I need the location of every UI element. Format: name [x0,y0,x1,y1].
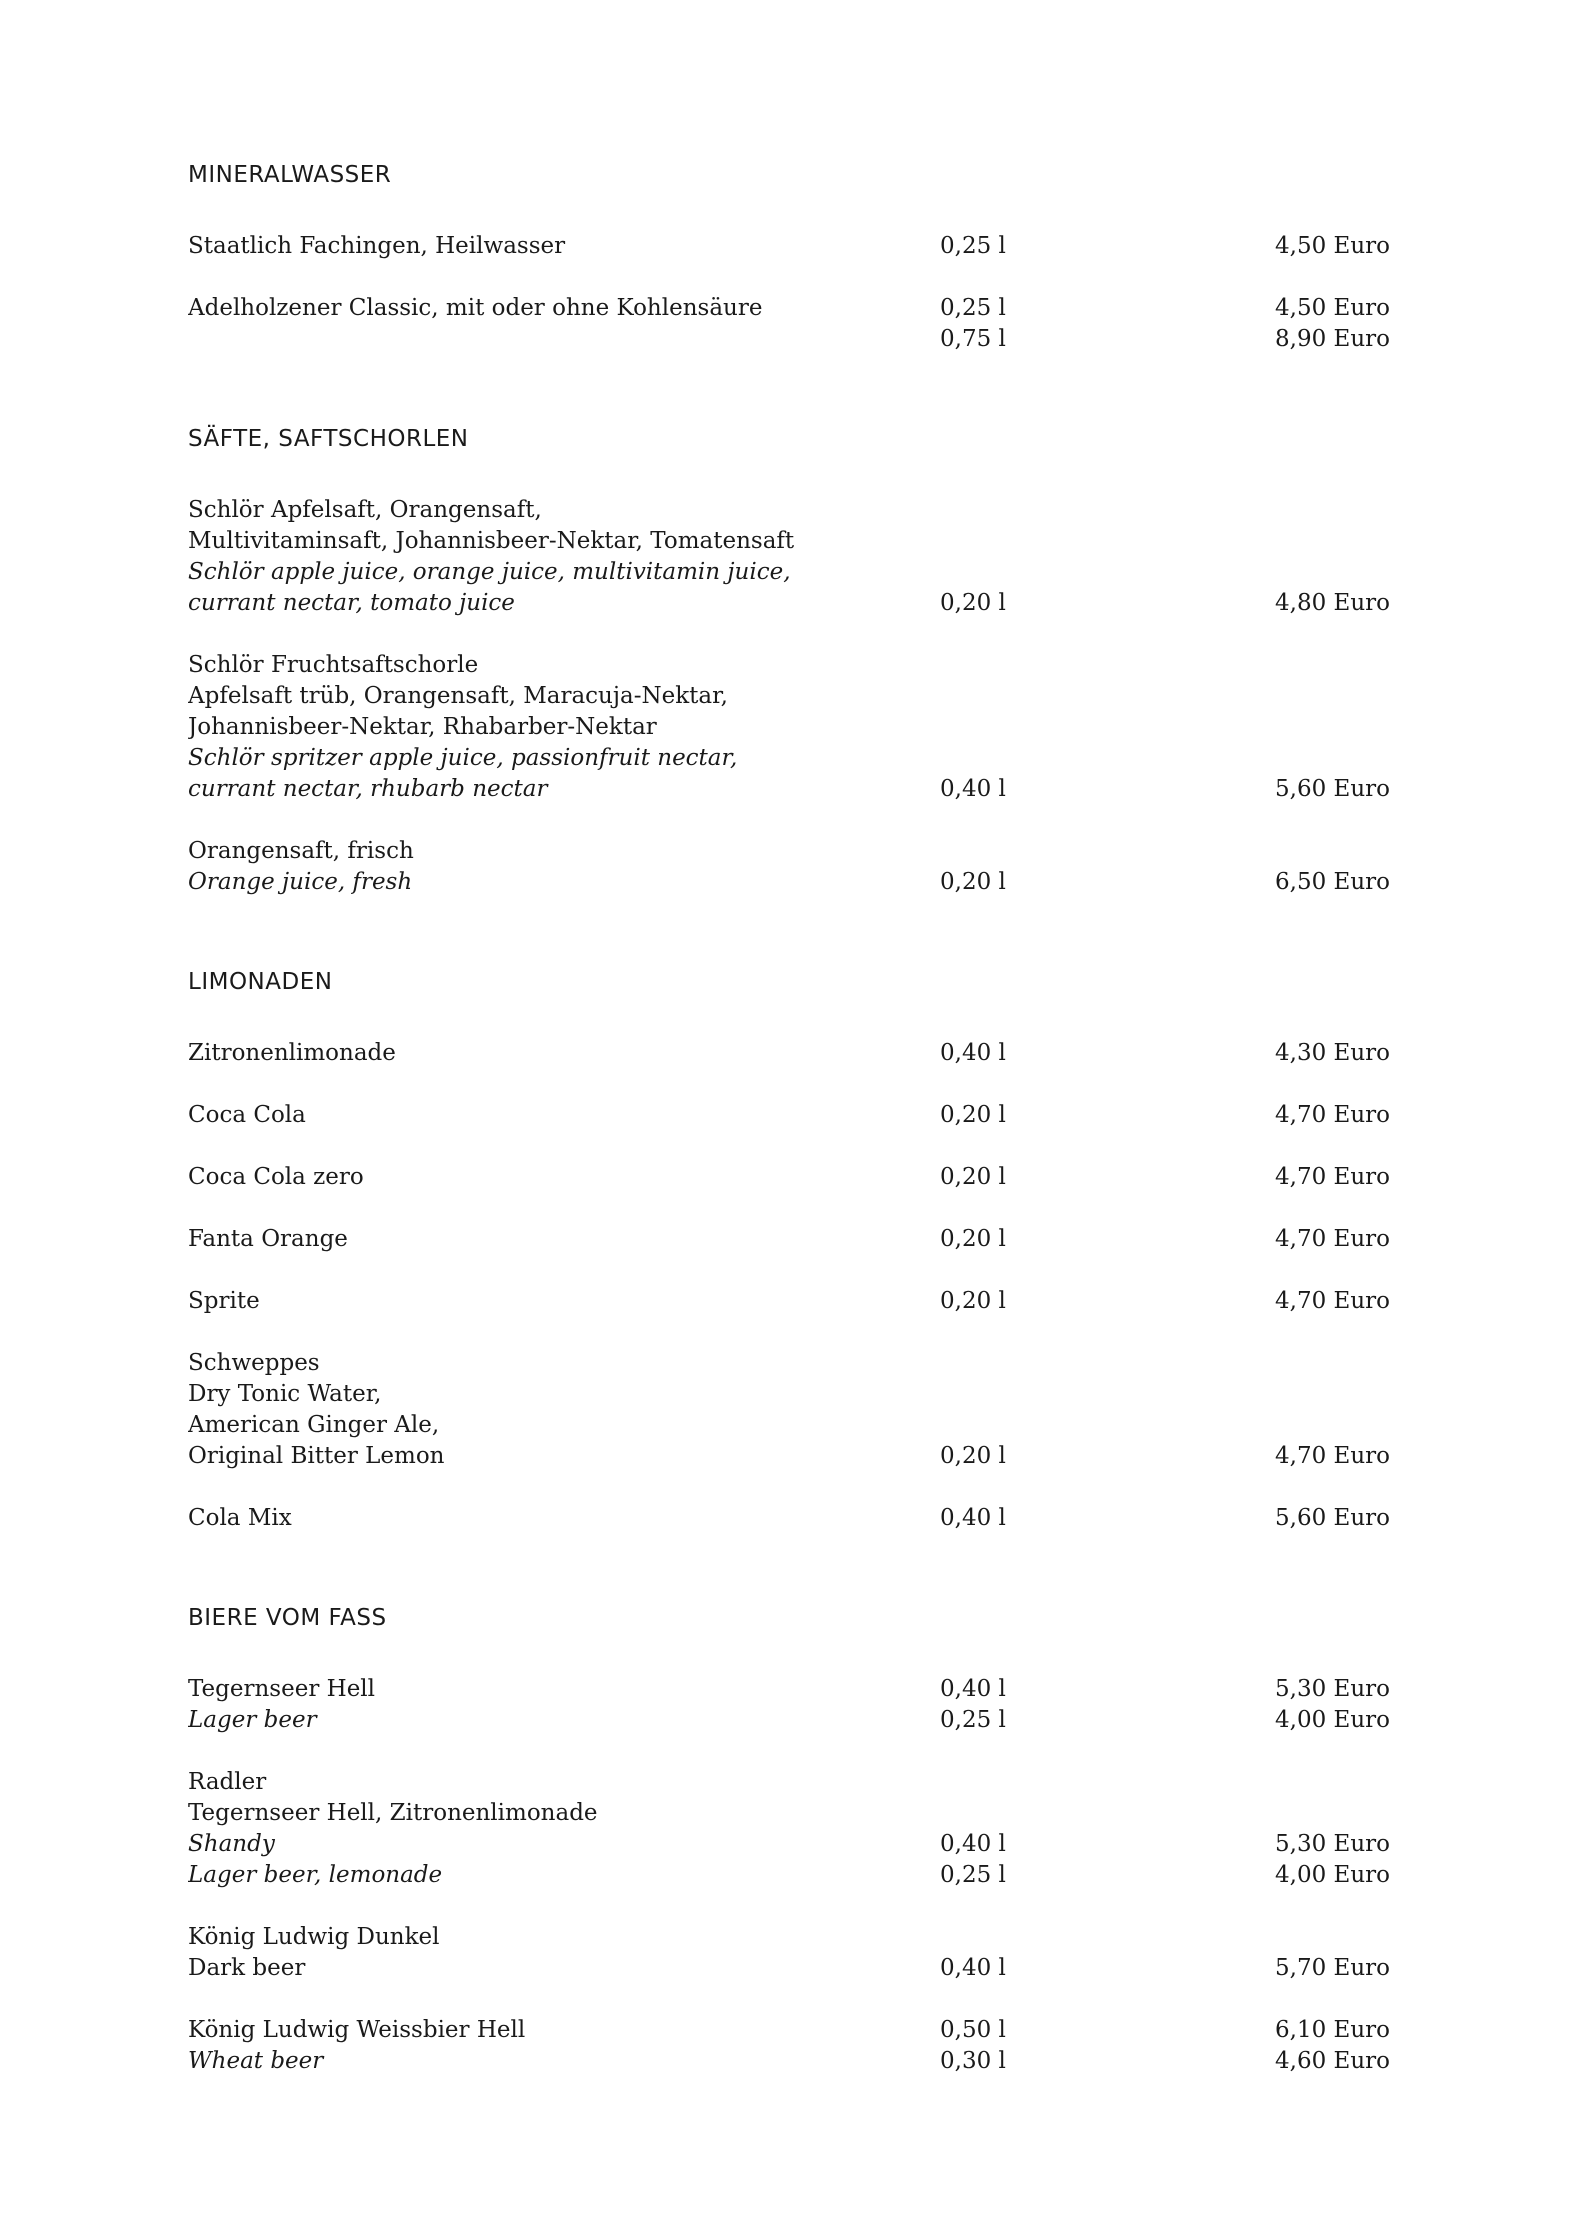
menu-section [188,160,1398,355]
item-volume: 0,40 l [940,1955,1006,1981]
item-price [1240,557,1390,588]
item-description: Apfelsaft trüb, Orangensaft, Maracuja-Nektar, [188,683,728,709]
item-price [1240,743,1390,774]
item-description [188,324,940,355]
item-price: 5,60 Euro [1275,1505,1390,1531]
item-volume [940,712,1240,743]
item-description: Radler [188,1769,267,1795]
menu-item [188,1922,1398,1984]
item-price [1240,1410,1390,1441]
item-description: Dark beer [188,1955,306,1981]
menu-item [188,1348,1398,1472]
item-volume: 0,20 l [940,869,1006,895]
item-volume: 0,25 l [940,295,1006,321]
item-price [1240,526,1390,557]
item-volume: 0,20 l [940,1102,1006,1128]
item-price [1240,1798,1390,1829]
item-price [1240,1767,1390,1798]
menu-item [188,1038,1398,1069]
item-volume: 0,20 l [940,1288,1006,1314]
menu-section [188,424,1398,898]
item-price: 4,70 Euro [1275,1226,1390,1252]
drinks-menu [188,160,1398,2146]
menu-item-line [188,1503,1398,1534]
item-price: 4,00 Euro [1275,1862,1390,1888]
menu-item [188,1286,1398,1317]
item-description: Dry Tonic Water, [188,1381,382,1407]
menu-item [188,1503,1398,1534]
item-price: 4,30 Euro [1275,1040,1390,1066]
menu-item-line [188,324,1398,355]
item-volume [940,681,1240,712]
item-price [1240,836,1390,867]
item-price: 4,50 Euro [1275,295,1390,321]
menu-item-line [188,1798,1398,1829]
item-price: 8,90 Euro [1275,326,1390,352]
item-description: Coca Cola [188,1102,306,1128]
item-description: Shandy [188,1831,275,1857]
menu-item [188,1674,1398,1736]
item-description: Fanta Orange [188,1226,348,1252]
item-description: Schlör Apfelsaft, Orangensaft, [188,497,542,523]
item-description: Original Bitter Lemon [188,1443,445,1469]
item-volume: 0,30 l [940,2048,1006,2074]
item-description: Johannisbeer-Nektar, Rhabarber-Nektar [188,714,657,740]
item-price: 5,60 Euro [1275,776,1390,802]
menu-item-line [188,1100,1398,1131]
menu-item-line [188,231,1398,262]
menu-item-line [188,588,1398,619]
item-volume [940,1410,1240,1441]
section-title: BIERE VOM FASS [188,1605,387,1631]
item-price: 4,70 Euro [1275,1102,1390,1128]
item-price: 4,80 Euro [1275,590,1390,616]
menu-item-line [188,867,1398,898]
item-description: König Ludwig Weissbier Hell [188,2017,526,2043]
item-price: 4,70 Euro [1275,1164,1390,1190]
item-price: 4,50 Euro [1275,233,1390,259]
item-price: 6,10 Euro [1275,2017,1390,2043]
item-volume: 0,20 l [940,1443,1006,1469]
menu-item-line [188,681,1398,712]
section-title: LIMONADEN [188,969,333,995]
item-volume: 0,25 l [940,1707,1006,1733]
item-volume [940,557,1240,588]
item-volume: 0,20 l [940,590,1006,616]
item-volume [940,1798,1240,1829]
section-title: MINERALWASSER [188,162,392,188]
item-volume: 0,25 l [940,233,1006,259]
item-description: Multivitaminsaft, Johannisbeer-Nektar, Tomatensaft [188,528,795,554]
item-price: 4,00 Euro [1275,1707,1390,1733]
item-price: 4,70 Euro [1275,1443,1390,1469]
item-description: Zitronenlimonade [188,1040,396,1066]
menu-item-line [188,1379,1398,1410]
menu-item-line [188,526,1398,557]
item-price [1240,1348,1390,1379]
menu-item-line [188,836,1398,867]
menu-item-line [188,1705,1398,1736]
item-description: Tegernseer Hell, Zitronenlimonade [188,1800,598,1826]
item-volume: 0,40 l [940,776,1006,802]
menu-item-line [188,1441,1398,1472]
menu-item-line [188,1038,1398,1069]
menu-item-line [188,2015,1398,2046]
menu-item-line [188,650,1398,681]
item-volume: 0,20 l [940,1164,1006,1190]
item-description: Schlör Fruchtsaftschorle [188,652,479,678]
menu-item-line [188,1829,1398,1860]
item-description: Tegernseer Hell [188,1676,376,1702]
item-volume: 0,40 l [940,1831,1006,1857]
item-volume [940,1767,1240,1798]
item-price: 4,60 Euro [1275,2048,1390,2074]
menu-item [188,2015,1398,2077]
item-description: currant nectar, tomato juice [188,590,515,616]
menu-item [188,293,1398,355]
menu-section [188,1603,1398,2077]
item-volume: 0,75 l [940,326,1006,352]
item-price: 4,70 Euro [1275,1288,1390,1314]
menu-item [188,1162,1398,1193]
item-price [1240,1379,1390,1410]
menu-item-line [188,1860,1398,1891]
item-description: König Ludwig Dunkel [188,1924,440,1950]
item-volume [940,526,1240,557]
item-volume: 0,50 l [940,2017,1006,2043]
menu-item-line [188,712,1398,743]
section-title: SÄFTE, SAFTSCHORLEN [188,426,469,452]
menu-item-line [188,1348,1398,1379]
menu-item-line [188,2046,1398,2077]
item-description: Orangensaft, frisch [188,838,414,864]
menu-item [188,1767,1398,1891]
menu-item-line [188,293,1398,324]
menu-item-line [188,495,1398,526]
item-price [1240,712,1390,743]
item-volume: 0,25 l [940,1862,1006,1888]
item-description: Orange juice, fresh [188,869,413,895]
item-price [1240,650,1390,681]
item-price: 5,70 Euro [1275,1955,1390,1981]
menu-item-line [188,557,1398,588]
item-description: Schlör spritzer apple juice, passionfruit nectar, [188,745,738,771]
menu-item [188,231,1398,262]
menu-item [188,650,1398,805]
item-volume [940,743,1240,774]
menu-item-line [188,743,1398,774]
menu-item-line [188,1953,1398,1984]
menu-item [188,836,1398,898]
item-volume [940,495,1240,526]
item-price: 5,30 Euro [1275,1831,1390,1857]
item-description: Staatlich Fachingen, Heilwasser [188,233,566,259]
item-description: Lager beer [188,1707,317,1733]
item-volume: 0,40 l [940,1676,1006,1702]
item-description: currant nectar, rhubarb nectar [188,776,548,802]
menu-item-line [188,1410,1398,1441]
item-volume: 0,40 l [940,1040,1006,1066]
menu-item-line [188,1922,1398,1953]
item-description: Adelholzener Classic, mit oder ohne Kohlensäure [188,295,763,321]
item-price [1240,495,1390,526]
item-description: Lager beer, lemonade [188,1862,443,1888]
item-price [1240,1922,1390,1953]
item-description: Coca Cola zero [188,1164,364,1190]
item-volume [940,836,1240,867]
menu-item-line [188,1674,1398,1705]
item-price: 6,50 Euro [1275,869,1390,895]
item-description: American Ginger Ale, [188,1412,440,1438]
item-description: Schlör apple juice, orange juice, multivitamin juice, [188,559,791,585]
menu-item [188,1100,1398,1131]
item-description: Cola Mix [188,1505,292,1531]
item-volume: 0,40 l [940,1505,1006,1531]
item-volume [940,650,1240,681]
menu-section [188,967,1398,1534]
item-volume [940,1379,1240,1410]
menu-item-line [188,1162,1398,1193]
item-description: Sprite [188,1288,260,1314]
item-volume [940,1348,1240,1379]
item-price: 5,30 Euro [1275,1676,1390,1702]
item-volume: 0,20 l [940,1226,1006,1252]
menu-item-line [188,1224,1398,1255]
item-description: Wheat beer [188,2048,324,2074]
menu-item [188,1224,1398,1255]
menu-item-line [188,1286,1398,1317]
item-volume [940,1922,1240,1953]
item-price [1240,681,1390,712]
menu-item [188,495,1398,619]
item-description: Schweppes [188,1350,320,1376]
menu-item-line [188,774,1398,805]
menu-item-line [188,1767,1398,1798]
